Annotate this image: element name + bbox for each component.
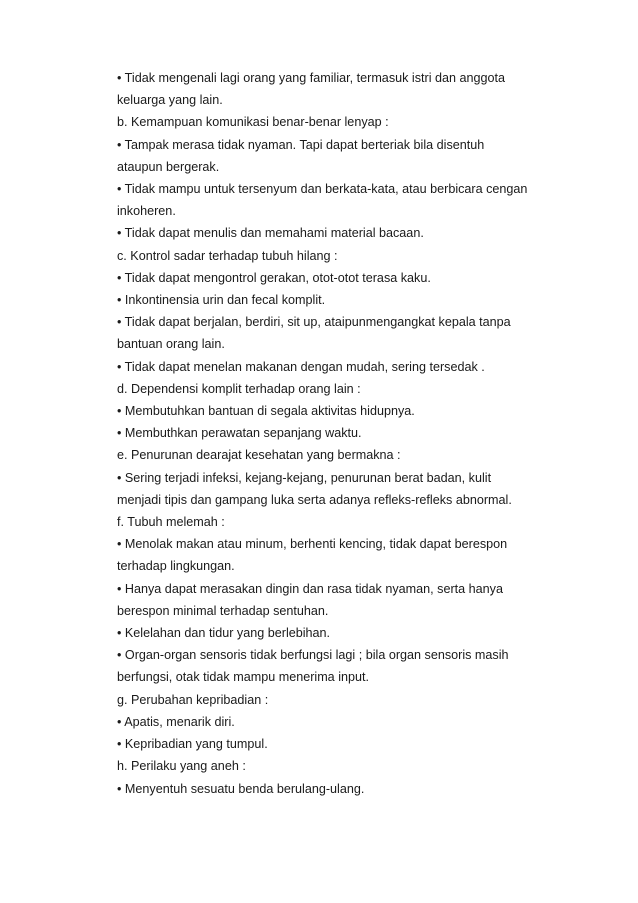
text-line: • Sering terjadi infeksi, kejang-kejang, penurunan berat badan, kulit	[117, 470, 492, 485]
text-line: • Membuthkan perawatan sepanjang waktu.	[117, 426, 362, 441]
section-heading: d. Dependensi komplit terhadap orang lain :	[117, 381, 361, 396]
text-line: • Tidak mengenali lagi orang yang familiar, termasuk istri dan anggota	[117, 71, 506, 85]
section-heading: f. Tubuh melemah :	[117, 515, 225, 530]
text-line: • Kelelahan dan tidur yang berlebihan.	[117, 626, 331, 641]
text-line: ataupun bergerak.	[117, 159, 220, 174]
text-line: • Kepribadian yang tumpul.	[117, 737, 268, 752]
section-heading: e. Penurunan dearajat kesehatan yang bermakna :	[117, 448, 401, 463]
text-line: terhadap lingkungan.	[117, 559, 235, 574]
document-body	[117, 67, 557, 800]
text-line: • Tidak dapat menelan makanan dengan mudah, sering tersedak .	[117, 359, 485, 374]
text-line: keluarga yang lain.	[117, 93, 223, 108]
text-line: • Menolak makan atau minum, berhenti kencing, tidak dapat berespon	[117, 537, 508, 552]
section-heading: h. Perilaku yang aneh :	[117, 759, 246, 774]
text-line: • Organ-organ sensoris tidak berfungsi lagi ; bila organ sensoris masih	[117, 648, 509, 663]
text-line: berespon minimal terhadap sentuhan.	[117, 603, 329, 618]
section-heading: b. Kemampuan komunikasi benar-benar lenyap :	[117, 115, 389, 130]
text-line: • Apatis, menarik diri.	[117, 714, 235, 729]
section-heading: c. Kontrol sadar terhadap tubuh hilang :	[117, 248, 338, 263]
text-line: menjadi tipis dan gampang luka serta adanya refleks-refleks abnormal.	[117, 492, 512, 507]
text-line: bantuan orang lain.	[117, 337, 225, 352]
text-line: • Inkontinensia urin dan fecal komplit.	[117, 293, 326, 308]
text-line: • Membutuhkan bantuan di segala aktivitas hidupnya.	[117, 404, 415, 419]
text-line: • Tidak dapat berjalan, berdiri, sit up, ataipunmengangkat kepala tanpa	[117, 315, 511, 330]
text-line: • Tidak dapat menulis dan memahami material bacaan.	[117, 226, 424, 241]
text-line: • Hanya dapat merasakan dingin dan rasa tidak nyaman, serta hanya	[117, 581, 503, 596]
text-line: • Tidak dapat mengontrol gerakan, otot-otot terasa kaku.	[117, 270, 431, 285]
text-line: • Tampak merasa tidak nyaman. Tapi dapat berteriak bila disentuh	[117, 137, 485, 152]
text-line: • Menyentuh sesuatu benda berulang-ulang.	[117, 781, 365, 796]
text-line: berfungsi, otak tidak mampu menerima input.	[117, 670, 369, 685]
section-heading: g. Perubahan kepribadian :	[117, 692, 269, 707]
text-line: inkoheren.	[117, 204, 176, 219]
text-line: • Tidak mampu untuk tersenyum dan berkata-kata, atau berbicara cengan	[117, 182, 528, 197]
